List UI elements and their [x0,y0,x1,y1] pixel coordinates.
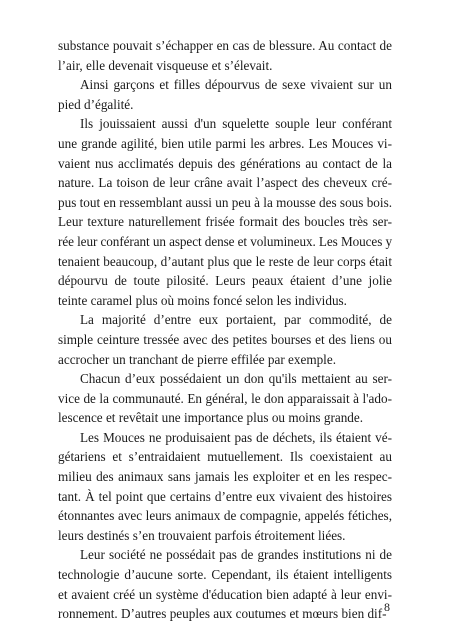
text-line: tant. À tel point que certains d’entre eux vivaient des histoires [58,488,392,504]
text-line: pied d’égalité. [58,96,134,112]
text-line: nature. La toison de leur crâne avait l’aspect des cheveux cré- [58,175,392,191]
text-line: Les Mouces ne produisaient pas de déchets, ils étaient vé- [80,429,392,445]
text-line: pus tout en ressemblant aussi un peu à la mousse des sous bois. [58,194,392,210]
text-line: teinte caramel plus où moins foncé selon les individus. [58,292,347,308]
text-line: et avaient créé un système d'éducation bien adapté à leur envi- [58,586,392,602]
text-line: Ainsi garçons et filles dépourvus de sexe vivaient sur un [80,77,392,93]
text-line: rée leur conférant un aspect dense et volumineux. Les Mouces y [58,233,392,249]
page-number: 8 [384,600,390,614]
text-line: simple ceinture tressée avec des petites bourses et des liens ou [58,331,392,347]
text-line: Ils jouissaient aussi d'un squelette souple leur conférant [80,116,392,132]
text-line: étonnantes avec leurs animaux de compagnie, appelés fétiches, [58,508,392,524]
text-line: lescence et revêtait une importance plus ou moins grande. [58,410,364,426]
text-line: gétariens et s’entraidaient mutuellement. Ils coexistaient au [58,449,392,465]
text-line: accrocher un tranchant de pierre effilée par exemple. [58,351,336,367]
text-line: une grande agilité, bien utile parmi les arbres. Les Mouces vi- [58,135,392,151]
text-line: tenaient beaucoup, d’autant plus que le reste de leur corps était [58,253,392,269]
text-line: Chacun d’eux possédaient un don qu'ils mettaient au ser- [80,371,392,387]
text-line: Leur société ne possédait pas de grandes institutions ni de [80,547,392,563]
text-line: vaient nus acclimatés depuis des générations au contact de la [58,155,392,171]
text-line: substance pouvait s’échapper en cas de blessure. Au contact de [58,38,392,53]
text-line: vice de la communauté. En général, le don apparaissait à l'ado- [58,390,392,406]
text-line: Leur texture naturellement frisée formait des boucles très ser- [58,214,392,230]
text-line: ronnement. D’autres peuples aux coutumes et mœurs bien dif- [58,606,387,622]
body-text [58,36,392,624]
text-line: leurs destinés s’en trouvaient parfois étroitement liées. [58,527,346,543]
text-line: La majorité d’entre eux portaient, par commodité, de [80,312,392,328]
text-line: l’air, elle devenait visqueuse et s’élevait. [58,57,273,73]
text-line: milieu des animaux sans jamais les exploiter et en les respec- [58,469,392,485]
text-line: dépourvu de toute pilosité. Leurs peaux étaient d’une jolie [58,273,392,289]
text-line: technologie d’aucune sorte. Cependant, ils étaient intelligents [58,567,392,583]
